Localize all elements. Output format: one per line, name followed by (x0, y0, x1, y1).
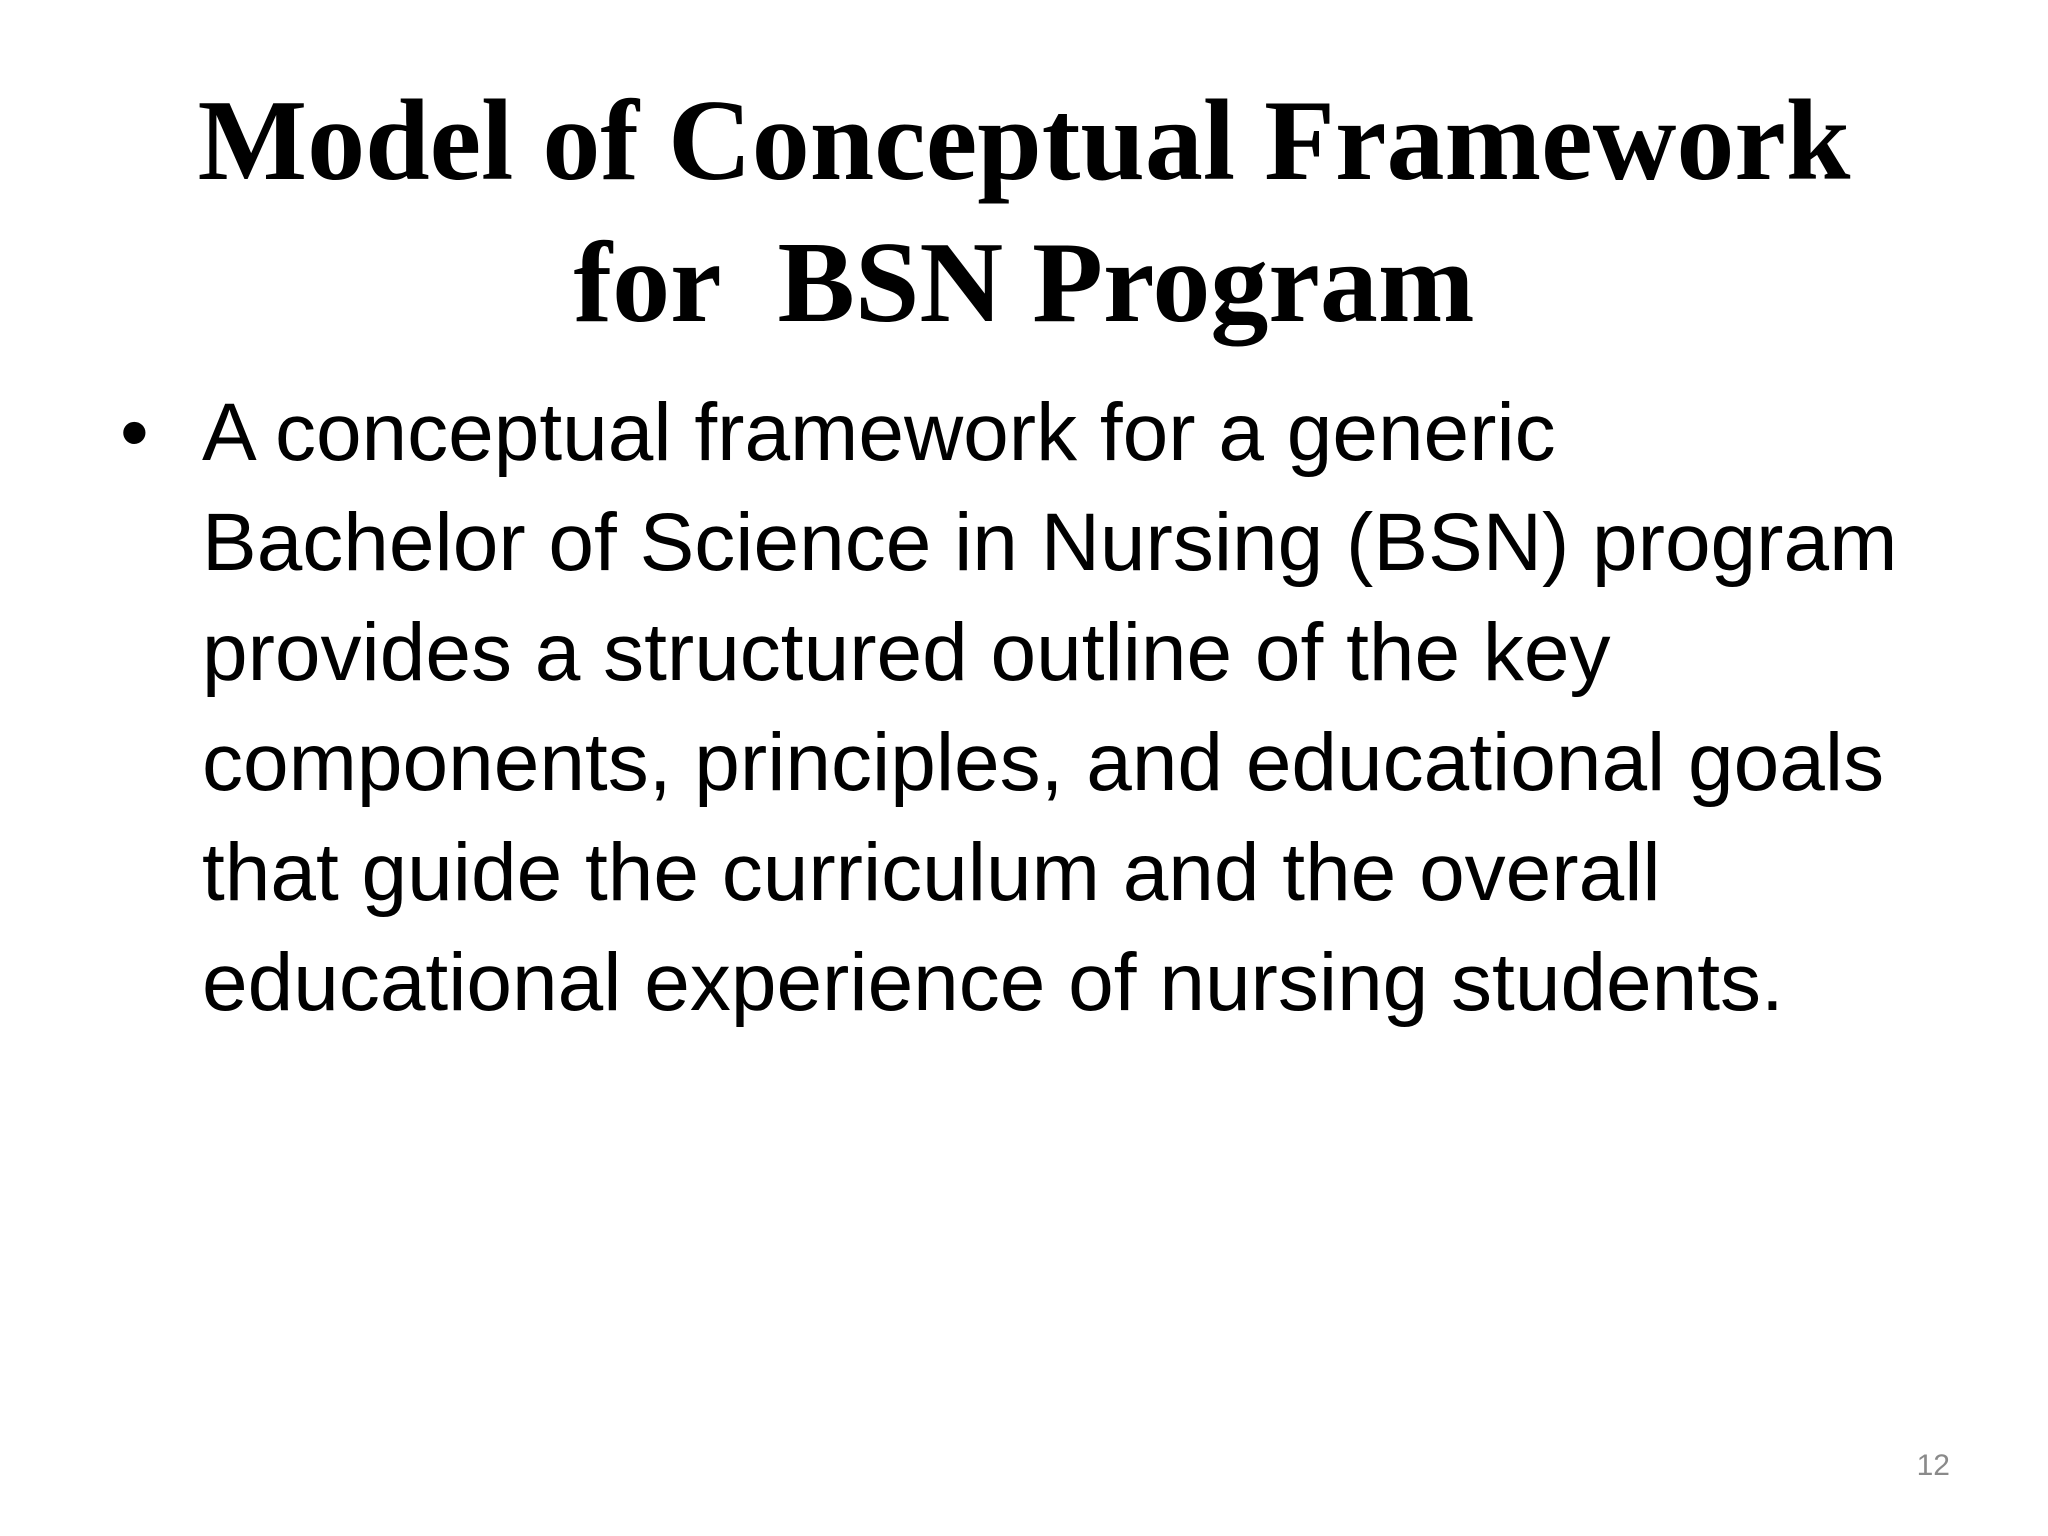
bullet-icon: • (120, 387, 149, 478)
bullet-text-line-5: that guide the curriculum and the overall (202, 827, 1661, 918)
bullet-text-line-2: Bachelor of Science in Nursing (BSN) program (202, 497, 1898, 588)
bullet-text-line-6: educational experience of nursing students. (202, 937, 1784, 1028)
bullet-item (120, 378, 1980, 1038)
bullet-text-line-3: provides a structured outline of the key (202, 607, 1611, 698)
slide-title (0, 70, 2048, 354)
bullet-list (120, 378, 1980, 1038)
bullet-text-line-1: A conceptual framework for a generic (202, 387, 1556, 478)
page-number: 12 (1916, 1449, 1950, 1482)
title-line-1: Model of Conceptual Framework (197, 77, 1851, 205)
title-line-2: for BSN Program (573, 219, 1475, 347)
bullet-text-line-4: components, principles, and educational goals (202, 717, 1885, 808)
